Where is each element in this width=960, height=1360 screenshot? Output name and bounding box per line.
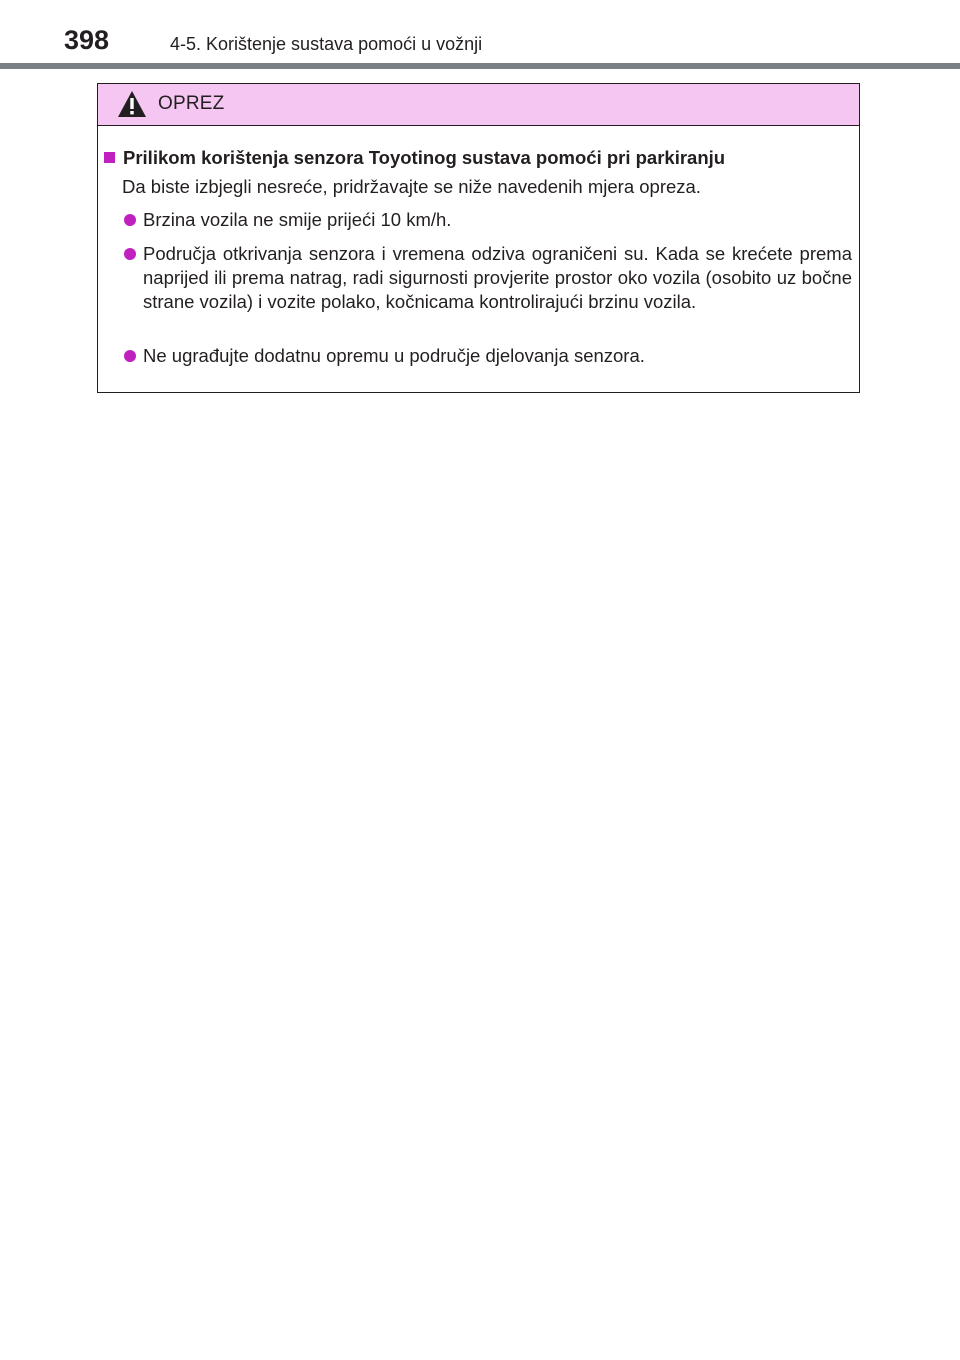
square-bullet-icon: [104, 152, 115, 163]
list-item: [124, 208, 852, 232]
bullet-dot-icon: [124, 248, 136, 260]
header-rule: [0, 63, 960, 69]
list-item-text: Područja otkrivanja senzora i vremena odziva ograničeni su. Kada se krećete prema naprijed ili prema natrag, radi sigurnosti provjerite prostor oko vozila (osobito uz bočne strane vozila) i vozite polako, kočnicama kontrolirajući brzinu vozila.: [143, 243, 852, 312]
caution-heading-text: Prilikom korištenja senzora Toyotinog sustava pomoći pri parkiranju: [123, 147, 726, 168]
caution-label: OPREZ: [158, 93, 225, 114]
list-item: [124, 242, 852, 314]
list-item-text: Brzina vozila ne smije prijeći 10 km/h.: [143, 209, 452, 230]
page-number: 398: [64, 25, 110, 55]
bullet-dot-icon: [124, 214, 136, 226]
list-item-text: Ne ugrađujte dodatnu opremu u područje djelovanja senzora.: [143, 345, 645, 366]
caution-box: [97, 83, 860, 393]
caution-heading: [104, 146, 725, 170]
warning-triangle-icon: [117, 90, 147, 118]
bullet-dot-icon: [124, 350, 136, 362]
section-title: 4-5. Korištenje sustava pomoći u vožnji: [170, 34, 483, 54]
caution-intro: Da biste izbjegli nesreće, pridržavajte se niže navedenih mjera opreza.: [122, 176, 701, 197]
caution-header: [98, 84, 859, 126]
list-item: [124, 344, 852, 368]
